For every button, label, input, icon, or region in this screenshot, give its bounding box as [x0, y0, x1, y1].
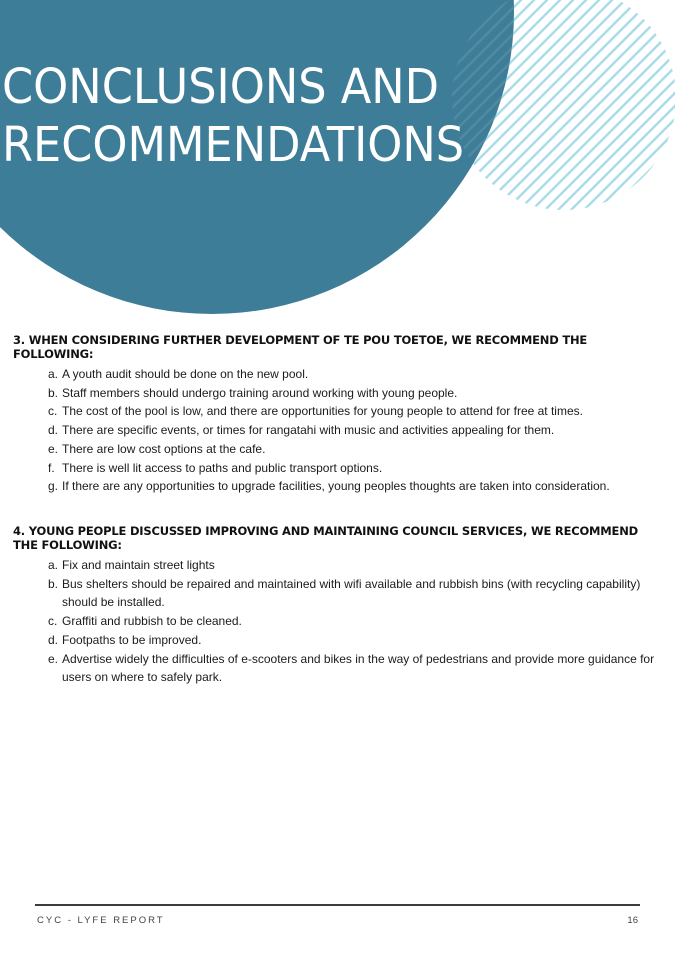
list-marker: a. — [48, 558, 59, 572]
list-item — [13, 631, 663, 650]
list-item-text: The cost of the pool is low, and there are opportunities for young people to attend for free at times. — [62, 404, 583, 419]
list-marker: d. — [48, 632, 59, 647]
list-item — [13, 477, 663, 496]
list-item-text: A youth audit should be done on the new pool. — [62, 367, 309, 381]
list-marker: d. — [48, 423, 59, 438]
stripe-line — [486, 0, 675, 230]
list-item-text: There are specific events, or times for rangatahi with music and activities appealing for them. — [62, 423, 555, 438]
list-item-text: There is well lit access to paths and public transport options. — [62, 460, 383, 475]
stripe-line — [668, 0, 675, 230]
list-marker: e. — [48, 651, 59, 666]
list-item — [13, 384, 663, 403]
list-item — [13, 575, 663, 612]
list-item — [13, 650, 663, 687]
list-marker: e. — [48, 441, 59, 456]
stripe-line — [486, 0, 675, 230]
list-marker: c. — [48, 404, 58, 419]
list-item-text: Advertise widely the difficulties of e-scooters and bikes in the way of pedestrians and provide more guidance for users on where to safely park. — [62, 651, 655, 685]
section-3-heading: 3. WHEN CONSIDERING FURTHER DEVELOPMENT OF TE POU TOETOE, WE RECOMMEND THE FOLLOWING: — [13, 333, 588, 361]
stripe-line — [564, 0, 675, 230]
list-item-text: There are low cost options at the cafe. — [62, 441, 266, 456]
footer-report-name: CYC - LYFE REPORT — [37, 915, 165, 926]
section-4 — [13, 524, 663, 687]
list-item — [13, 440, 663, 459]
stripe-line — [564, 0, 675, 230]
list-item — [13, 459, 663, 478]
list-marker: b. — [48, 385, 59, 400]
footer-divider — [35, 904, 640, 906]
page-title — [2, 58, 464, 174]
list-marker: c. — [48, 614, 58, 629]
list-item-text: If there are any opportunities to upgrade facilities, young peoples thoughts are taken into consideration. — [62, 479, 610, 494]
list-marker: a. — [48, 367, 59, 381]
section-3 — [13, 333, 663, 496]
list-item-text: Footpaths to be improved. — [62, 632, 202, 647]
list-item-text: Graffiti and rubbish to be cleaned. — [62, 614, 242, 629]
list-item-text: Staff members should undergo training around working with young people. — [62, 385, 458, 400]
list-item — [13, 556, 663, 575]
stripe-line — [642, 0, 675, 230]
list-marker: g. — [48, 479, 59, 494]
stripe-line — [642, 0, 675, 230]
list-marker: b. — [48, 576, 59, 591]
page-number: 16 — [627, 915, 638, 926]
stripe-line — [668, 0, 675, 230]
list-item-text: Fix and maintain street lights — [62, 558, 215, 572]
list-item — [13, 612, 663, 631]
list-item — [13, 421, 663, 440]
section-3-list — [13, 365, 663, 496]
list-item-text: Bus shelters should be repaired and maintained with wifi available and rubbish bins (with recycling capability) should be installed. — [62, 576, 641, 610]
list-item — [13, 402, 663, 421]
list-marker: f. — [48, 460, 55, 475]
section-4-list — [13, 556, 663, 687]
section-4-heading: 4. YOUNG PEOPLE DISCUSSED IMPROVING AND MAINTAINING COUNCIL SERVICES, WE RECOMMEND THE FOLLOWING: — [13, 524, 638, 552]
title-line-2: RECOMMENDATIONS — [2, 117, 465, 173]
list-item — [13, 365, 663, 384]
title-line-1: CONCLUSIONS AND — [2, 59, 440, 115]
